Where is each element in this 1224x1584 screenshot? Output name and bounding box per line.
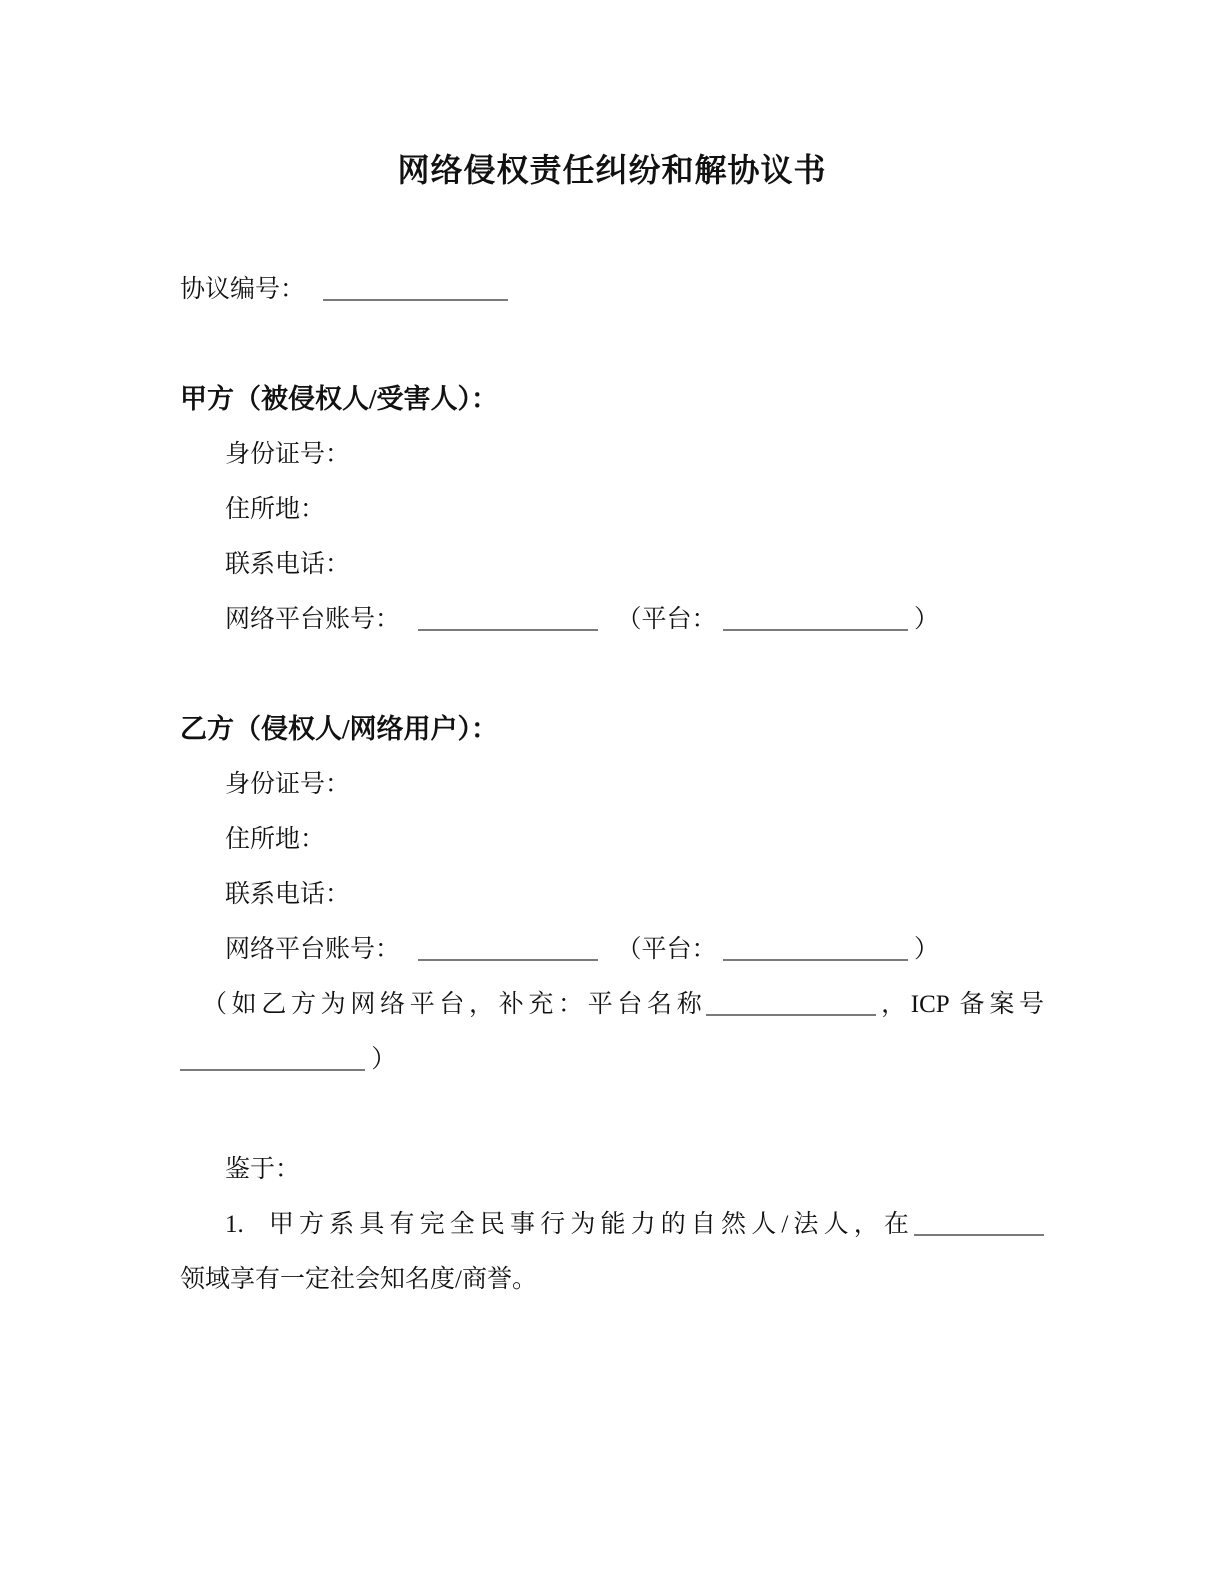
party-a-platform-account-blank [418, 605, 598, 631]
agreement-number-blank [323, 275, 508, 301]
supplement-platform-name-blank [706, 990, 876, 1016]
party-a-phone-line: 联系电话： [225, 551, 351, 578]
party-b-paren-close: ） [914, 936, 940, 963]
spacer [180, 200, 1044, 262]
recitals-item1-number: 1. [225, 1211, 244, 1238]
party-a-address-line: 住所地： [225, 496, 326, 523]
agreement-number-label: 协议编号： [180, 276, 306, 303]
party-b-platform-paren-label: （平台： [616, 936, 717, 963]
recitals-heading: 鉴于： [225, 1156, 301, 1183]
party-a-id-line: 身份证号： [225, 441, 351, 468]
supplement-mid: ，ICP 备案号 [876, 991, 1044, 1018]
party-b-phone-line: 联系电话： [225, 881, 351, 908]
spacer [180, 1087, 1044, 1142]
party-b-heading: 乙方（侵权人/网络用户）： [180, 714, 499, 744]
party-b-platform-name-blank [723, 935, 908, 961]
party-b-platform-account-blank [418, 935, 598, 961]
recitals-item1-blank [914, 1210, 1044, 1236]
supplement-prefix: （如乙方为网络平台，补充：平台名称 [202, 991, 707, 1018]
party-b-platform-account-label: 网络平台账号： [225, 936, 401, 963]
party-a-platform-paren-label: （平台： [616, 606, 717, 633]
party-b-id-line: 身份证号： [225, 771, 351, 798]
party-b-supplement-line-2 [180, 1032, 1044, 1087]
recitals-item1-line-1 [180, 1197, 1044, 1252]
party-a-platform-account-label: 网络平台账号： [225, 606, 401, 633]
party-b-address-line: 住所地： [225, 826, 326, 853]
supplement-paren-close: ） [371, 1046, 397, 1073]
party-b-platform-line [180, 922, 1044, 977]
party-b-supplement-line-1 [180, 977, 1044, 1032]
document-title: 网络侵权责任纠纷和解协议书 [397, 152, 827, 188]
recitals-item1-text: 甲方系具有完全民事行为能力的自然人/法人，在 [263, 1211, 914, 1238]
spacer [180, 317, 1044, 372]
supplement-icp-blank [180, 1045, 365, 1071]
spacer [180, 647, 1044, 702]
party-a-paren-close: ） [914, 606, 940, 633]
party-a-platform-name-blank [723, 605, 908, 631]
party-a-platform-line [180, 592, 1044, 647]
recitals-item1-line-2: 领域享有一定社会知名度/商誉。 [180, 1266, 537, 1293]
party-a-heading: 甲方（被侵权人/受害人）： [180, 384, 499, 414]
agreement-number-line [180, 262, 1044, 317]
